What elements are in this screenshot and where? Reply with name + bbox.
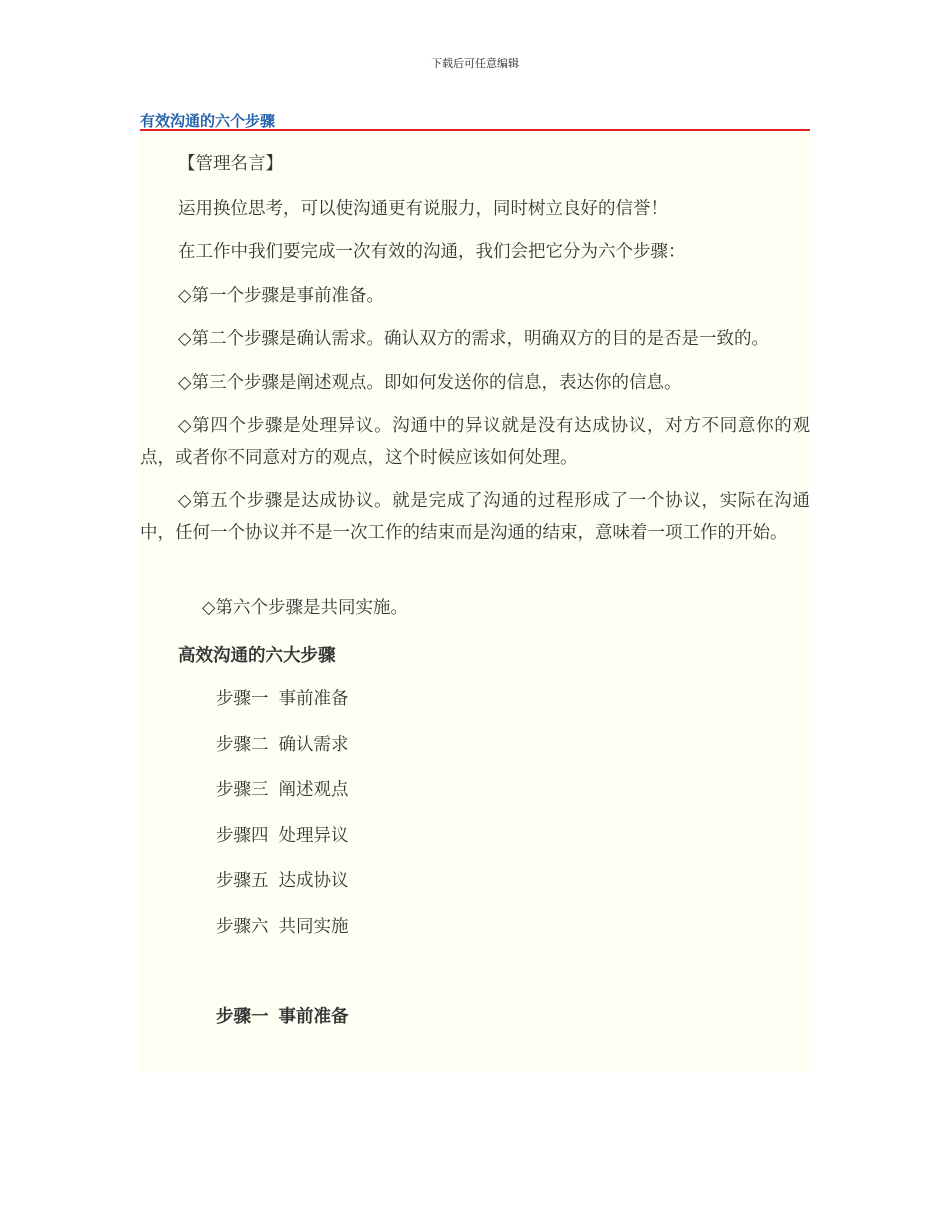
summary-step-number: 步骤二 bbox=[216, 735, 269, 755]
summary-step-6 bbox=[140, 911, 810, 943]
step-detail-2: ◇第二个步骤是确认需求。确认双方的需求，明确双方的目的是否是一致的。 bbox=[178, 329, 769, 349]
summary-step-1 bbox=[140, 683, 810, 715]
summary-step-number: 步骤五 bbox=[216, 871, 269, 891]
summary-step-name: 处理异议 bbox=[278, 826, 349, 846]
motto-text: 运用换位思考，可以使沟通更有说服力，同时树立良好的信誉！ bbox=[178, 199, 668, 219]
page-header-note: 下载后可任意编辑 bbox=[431, 57, 519, 70]
summary-heading: 高效沟通的六大步骤 bbox=[178, 646, 336, 666]
summary-step-3 bbox=[140, 774, 810, 806]
section-heading-step-1 bbox=[140, 1001, 810, 1033]
summary-step-5 bbox=[140, 865, 810, 897]
summary-step-name: 达成协议 bbox=[278, 871, 349, 891]
summary-step-name: 阐述观点 bbox=[278, 780, 349, 800]
step-detail-3: ◇第三个步骤是阐述观点。即如何发送你的信息，表达你的信息。 bbox=[178, 373, 682, 393]
summary-step-name: 共同实施 bbox=[278, 917, 349, 937]
summary-step-number: 步骤六 bbox=[216, 917, 269, 937]
section-heading-name: 事前准备 bbox=[278, 1007, 349, 1027]
motto-label: 【管理名言】 bbox=[178, 154, 283, 174]
article-title[interactable]: 有效沟通的六个步骤 bbox=[140, 112, 276, 130]
summary-step-4 bbox=[140, 820, 810, 852]
summary-step-name: 事前准备 bbox=[278, 689, 349, 709]
summary-step-2 bbox=[140, 729, 810, 761]
step-detail-5: ◇第五个步骤是达成协议。就是完成了沟通的过程形成了一个协议，实际在沟通中，任何一个协议并不是一次工作的结束而是沟通的结束，意味着一项工作的开始。 bbox=[140, 491, 810, 543]
section-heading-number: 步骤一 bbox=[216, 1007, 269, 1027]
summary-step-number: 步骤四 bbox=[216, 826, 269, 846]
summary-step-number: 步骤三 bbox=[216, 780, 269, 800]
intro-text: 在工作中我们要完成一次有效的沟通，我们会把它分为六个步骤： bbox=[178, 242, 686, 262]
step-detail-1: ◇第一个步骤是事前准备。 bbox=[178, 286, 384, 306]
summary-step-name: 确认需求 bbox=[278, 735, 349, 755]
step-detail-4: ◇第四个步骤是处理异议。沟通中的异议就是没有达成协议，对方不同意你的观点，或者你不同意对方的观点，这个时候应该如何处理。 bbox=[140, 416, 810, 468]
summary-step-number: 步骤一 bbox=[216, 689, 269, 709]
step-detail-6: ◇第六个步骤是共同实施。 bbox=[202, 598, 408, 618]
title-divider bbox=[140, 129, 810, 131]
